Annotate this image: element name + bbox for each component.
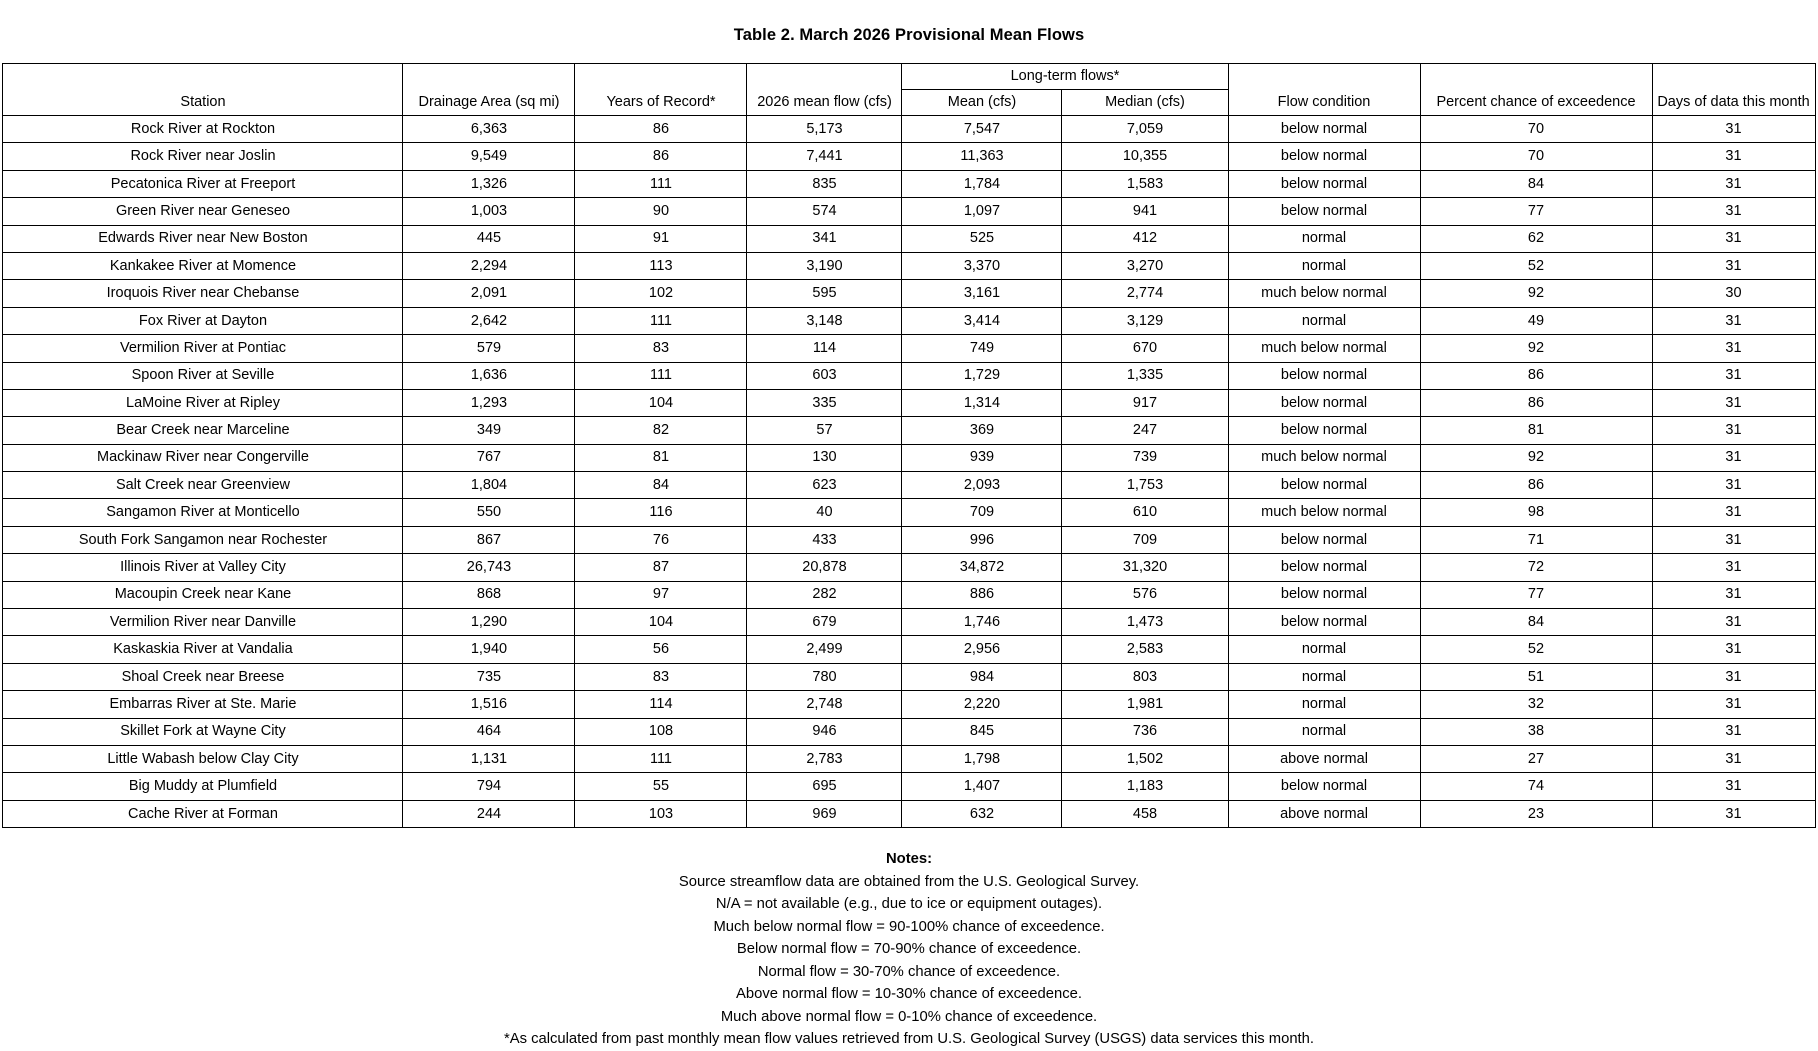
cell-years-of-record: 55: [575, 773, 747, 800]
cell-long-term-mean: 7,547: [902, 116, 1062, 143]
cell-2026-mean-flow: 335: [747, 389, 902, 416]
cell-days-of-data: 30: [1652, 280, 1815, 307]
cell-2026-mean-flow: 3,190: [747, 252, 902, 279]
cell-long-term-mean: 1,097: [902, 198, 1062, 225]
table-row: [3, 800, 1815, 827]
cell-days-of-data: 31: [1652, 198, 1815, 225]
cell-years-of-record: 102: [575, 280, 747, 307]
cell-percent-chance-exceedence: 23: [1420, 800, 1652, 827]
column-header-flow-condition: Flow condition: [1228, 90, 1420, 116]
cell-percent-chance-exceedence: 77: [1420, 581, 1652, 608]
notes-line: Source streamflow data are obtained from the U.S. Geological Survey.: [678, 873, 1140, 890]
notes-lines: [0, 871, 1818, 1051]
cell-long-term-median: 941: [1062, 198, 1228, 225]
cell-2026-mean-flow: 282: [747, 581, 902, 608]
cell-station: Skillet Fork at Wayne City: [3, 718, 403, 745]
cell-flow-condition: below normal: [1228, 554, 1420, 581]
cell-2026-mean-flow: 835: [747, 170, 902, 197]
cell-2026-mean-flow: 2,499: [747, 636, 902, 663]
cell-years-of-record: 84: [575, 472, 747, 499]
table-row: [3, 691, 1815, 718]
cell-long-term-mean: 1,746: [902, 609, 1062, 636]
column-header-years-of-record: Years of Record*: [575, 90, 747, 116]
cell-station: Vermilion River at Pontiac: [3, 335, 403, 362]
header-spacer-years-of-record: [575, 64, 747, 90]
table-row: [3, 444, 1815, 471]
cell-long-term-median: 1,981: [1062, 691, 1228, 718]
cell-flow-condition: above normal: [1228, 800, 1420, 827]
cell-percent-chance-exceedence: 86: [1420, 362, 1652, 389]
cell-percent-chance-exceedence: 98: [1420, 499, 1652, 526]
cell-long-term-median: 2,774: [1062, 280, 1228, 307]
cell-percent-chance-exceedence: 74: [1420, 773, 1652, 800]
cell-flow-condition: below normal: [1228, 773, 1420, 800]
cell-drainage-area: 26,743: [403, 554, 575, 581]
cell-2026-mean-flow: 2,748: [747, 691, 902, 718]
table-row: [3, 581, 1815, 608]
table-row: [3, 499, 1815, 526]
cell-years-of-record: 97: [575, 581, 747, 608]
cell-days-of-data: 31: [1652, 609, 1815, 636]
cell-long-term-mean: 11,363: [902, 143, 1062, 170]
cell-drainage-area: 735: [403, 663, 575, 690]
cell-drainage-area: 579: [403, 335, 575, 362]
table-column-header-row: [3, 90, 1815, 116]
cell-drainage-area: 2,091: [403, 280, 575, 307]
cell-long-term-mean: 886: [902, 581, 1062, 608]
cell-years-of-record: 111: [575, 745, 747, 772]
table-row: [3, 663, 1815, 690]
cell-days-of-data: 31: [1652, 663, 1815, 690]
cell-long-term-median: 1,335: [1062, 362, 1228, 389]
table-row: [3, 143, 1815, 170]
cell-days-of-data: 31: [1652, 472, 1815, 499]
cell-drainage-area: 767: [403, 444, 575, 471]
cell-days-of-data: 31: [1652, 116, 1815, 143]
cell-years-of-record: 87: [575, 554, 747, 581]
cell-station: South Fork Sangamon near Rochester: [3, 526, 403, 553]
cell-long-term-mean: 3,161: [902, 280, 1062, 307]
cell-station: Fox River at Dayton: [3, 307, 403, 334]
cell-2026-mean-flow: 40: [747, 499, 902, 526]
cell-drainage-area: 1,293: [403, 389, 575, 416]
cell-2026-mean-flow: 679: [747, 609, 902, 636]
cell-station: Cache River at Forman: [3, 800, 403, 827]
table-row: [3, 773, 1815, 800]
cell-drainage-area: 464: [403, 718, 575, 745]
table-row: [3, 307, 1815, 334]
cell-station: Bear Creek near Marceline: [3, 417, 403, 444]
cell-flow-condition: below normal: [1228, 526, 1420, 553]
cell-long-term-median: 1,183: [1062, 773, 1228, 800]
cell-2026-mean-flow: 780: [747, 663, 902, 690]
cell-station: Iroquois River near Chebanse: [3, 280, 403, 307]
cell-station: Vermilion River near Danville: [3, 609, 403, 636]
header-spacer-station: [3, 64, 403, 90]
cell-percent-chance-exceedence: 86: [1420, 389, 1652, 416]
cell-years-of-record: 82: [575, 417, 747, 444]
cell-percent-chance-exceedence: 71: [1420, 526, 1652, 553]
cell-station: Pecatonica River at Freeport: [3, 170, 403, 197]
cell-station: Salt Creek near Greenview: [3, 472, 403, 499]
cell-long-term-median: 31,320: [1062, 554, 1228, 581]
cell-years-of-record: 104: [575, 389, 747, 416]
cell-2026-mean-flow: 114: [747, 335, 902, 362]
cell-long-term-mean: 1,798: [902, 745, 1062, 772]
cell-flow-condition: normal: [1228, 691, 1420, 718]
table-row: [3, 225, 1815, 252]
cell-days-of-data: 31: [1652, 417, 1815, 444]
notes-line: Above normal flow = 10-30% chance of exceedence.: [736, 986, 1082, 1003]
cell-2026-mean-flow: 595: [747, 280, 902, 307]
notes-line: Normal flow = 30-70% chance of exceedence.: [757, 963, 1061, 980]
cell-long-term-mean: 984: [902, 663, 1062, 690]
cell-years-of-record: 116: [575, 499, 747, 526]
cell-drainage-area: 1,940: [403, 636, 575, 663]
cell-long-term-mean: 3,370: [902, 252, 1062, 279]
cell-station: LaMoine River at Ripley: [3, 389, 403, 416]
cell-years-of-record: 86: [575, 143, 747, 170]
header-spacer-flow-condition: [1228, 64, 1420, 90]
cell-long-term-mean: 2,220: [902, 691, 1062, 718]
cell-days-of-data: 31: [1652, 225, 1815, 252]
cell-2026-mean-flow: 2,783: [747, 745, 902, 772]
cell-years-of-record: 81: [575, 444, 747, 471]
cell-drainage-area: 868: [403, 581, 575, 608]
cell-drainage-area: 1,804: [403, 472, 575, 499]
cell-long-term-median: 10,355: [1062, 143, 1228, 170]
table-row: [3, 280, 1815, 307]
cell-long-term-median: 736: [1062, 718, 1228, 745]
column-header-2026-mean-flow: 2026 mean flow (cfs): [747, 90, 902, 116]
cell-years-of-record: 90: [575, 198, 747, 225]
cell-percent-chance-exceedence: 62: [1420, 225, 1652, 252]
cell-long-term-median: 1,502: [1062, 745, 1228, 772]
cell-station: Edwards River near New Boston: [3, 225, 403, 252]
table-header: [3, 64, 1815, 116]
cell-drainage-area: 1,290: [403, 609, 575, 636]
cell-percent-chance-exceedence: 92: [1420, 280, 1652, 307]
cell-2026-mean-flow: 130: [747, 444, 902, 471]
table-row: [3, 526, 1815, 553]
cell-long-term-mean: 996: [902, 526, 1062, 553]
cell-station: Macoupin Creek near Kane: [3, 581, 403, 608]
column-header-drainage-area: Drainage Area (sq mi): [403, 90, 575, 116]
table-row: [3, 116, 1815, 143]
cell-long-term-median: 412: [1062, 225, 1228, 252]
cell-long-term-mean: 939: [902, 444, 1062, 471]
cell-long-term-mean: 525: [902, 225, 1062, 252]
cell-long-term-mean: 632: [902, 800, 1062, 827]
cell-2026-mean-flow: 7,441: [747, 143, 902, 170]
cell-flow-condition: normal: [1228, 225, 1420, 252]
cell-station: Kankakee River at Momence: [3, 252, 403, 279]
notes-line: *As calculated from past monthly mean flow values retrieved from U.S. Geological Survey (USGS) data services this month.: [503, 1031, 1315, 1048]
cell-long-term-median: 670: [1062, 335, 1228, 362]
table-row: [3, 198, 1815, 225]
cell-days-of-data: 31: [1652, 143, 1815, 170]
cell-flow-condition: below normal: [1228, 116, 1420, 143]
cell-days-of-data: 31: [1652, 444, 1815, 471]
cell-days-of-data: 31: [1652, 554, 1815, 581]
cell-days-of-data: 31: [1652, 800, 1815, 827]
cell-drainage-area: 445: [403, 225, 575, 252]
table-row: [3, 718, 1815, 745]
cell-drainage-area: 349: [403, 417, 575, 444]
cell-flow-condition: below normal: [1228, 198, 1420, 225]
cell-flow-condition: normal: [1228, 307, 1420, 334]
cell-days-of-data: 31: [1652, 691, 1815, 718]
cell-long-term-mean: 1,784: [902, 170, 1062, 197]
cell-station: Illinois River at Valley City: [3, 554, 403, 581]
cell-days-of-data: 31: [1652, 307, 1815, 334]
cell-drainage-area: 244: [403, 800, 575, 827]
table-row: [3, 745, 1815, 772]
notes-line: Below normal flow = 70-90% chance of exceedence.: [736, 941, 1082, 958]
cell-days-of-data: 31: [1652, 499, 1815, 526]
table-row: [3, 335, 1815, 362]
cell-drainage-area: 2,294: [403, 252, 575, 279]
table-row: [3, 252, 1815, 279]
table-row: [3, 472, 1815, 499]
column-header-percent-chance-exceedence: Percent chance of exceedence: [1420, 90, 1652, 116]
cell-long-term-median: 610: [1062, 499, 1228, 526]
cell-percent-chance-exceedence: 52: [1420, 636, 1652, 663]
cell-days-of-data: 31: [1652, 335, 1815, 362]
notes-section: [0, 848, 1818, 1050]
cell-drainage-area: 794: [403, 773, 575, 800]
cell-days-of-data: 31: [1652, 389, 1815, 416]
cell-long-term-median: 3,129: [1062, 307, 1228, 334]
cell-percent-chance-exceedence: 77: [1420, 198, 1652, 225]
notes-line: Much above normal flow = 0-10% chance of exceedence.: [720, 1008, 1098, 1025]
cell-long-term-mean: 1,407: [902, 773, 1062, 800]
cell-percent-chance-exceedence: 27: [1420, 745, 1652, 772]
cell-years-of-record: 114: [575, 691, 747, 718]
cell-flow-condition: below normal: [1228, 170, 1420, 197]
table-row: [3, 636, 1815, 663]
cell-long-term-median: 7,059: [1062, 116, 1228, 143]
cell-station: Shoal Creek near Breese: [3, 663, 403, 690]
header-spacer-percent-chance: [1420, 64, 1652, 90]
cell-flow-condition: normal: [1228, 718, 1420, 745]
cell-percent-chance-exceedence: 81: [1420, 417, 1652, 444]
cell-years-of-record: 111: [575, 170, 747, 197]
column-header-station: Station: [3, 90, 403, 116]
cell-flow-condition: normal: [1228, 636, 1420, 663]
cell-percent-chance-exceedence: 32: [1420, 691, 1652, 718]
cell-long-term-mean: 2,956: [902, 636, 1062, 663]
table-row: [3, 609, 1815, 636]
cell-flow-condition: much below normal: [1228, 499, 1420, 526]
cell-percent-chance-exceedence: 86: [1420, 472, 1652, 499]
cell-percent-chance-exceedence: 49: [1420, 307, 1652, 334]
cell-2026-mean-flow: 433: [747, 526, 902, 553]
cell-drainage-area: 9,549: [403, 143, 575, 170]
cell-long-term-mean: 845: [902, 718, 1062, 745]
cell-percent-chance-exceedence: 84: [1420, 170, 1652, 197]
cell-percent-chance-exceedence: 70: [1420, 143, 1652, 170]
cell-long-term-median: 3,270: [1062, 252, 1228, 279]
cell-station: Big Muddy at Plumfield: [3, 773, 403, 800]
cell-days-of-data: 31: [1652, 526, 1815, 553]
cell-long-term-median: 576: [1062, 581, 1228, 608]
cell-drainage-area: 2,642: [403, 307, 575, 334]
cell-percent-chance-exceedence: 52: [1420, 252, 1652, 279]
cell-flow-condition: below normal: [1228, 581, 1420, 608]
cell-long-term-median: 1,473: [1062, 609, 1228, 636]
cell-drainage-area: 1,003: [403, 198, 575, 225]
cell-days-of-data: 31: [1652, 252, 1815, 279]
cell-long-term-median: 709: [1062, 526, 1228, 553]
cell-years-of-record: 86: [575, 116, 747, 143]
cell-2026-mean-flow: 969: [747, 800, 902, 827]
provisional-mean-flows-table: [2, 63, 1815, 828]
cell-percent-chance-exceedence: 38: [1420, 718, 1652, 745]
cell-days-of-data: 31: [1652, 773, 1815, 800]
table-row: [3, 554, 1815, 581]
cell-drainage-area: 6,363: [403, 116, 575, 143]
page-title: Table 2. March 2026 Provisional Mean Flows: [733, 26, 1085, 44]
cell-long-term-median: 739: [1062, 444, 1228, 471]
cell-long-term-mean: 1,314: [902, 389, 1062, 416]
cell-years-of-record: 91: [575, 225, 747, 252]
cell-long-term-mean: 749: [902, 335, 1062, 362]
header-spacer-drainage-area: [403, 64, 575, 90]
cell-station: Sangamon River at Monticello: [3, 499, 403, 526]
cell-long-term-median: 247: [1062, 417, 1228, 444]
cell-percent-chance-exceedence: 84: [1420, 609, 1652, 636]
notes-heading: Notes:: [885, 851, 933, 868]
cell-days-of-data: 31: [1652, 636, 1815, 663]
cell-station: Green River near Geneseo: [3, 198, 403, 225]
cell-long-term-median: 1,753: [1062, 472, 1228, 499]
table-row: [3, 170, 1815, 197]
cell-long-term-mean: 2,093: [902, 472, 1062, 499]
cell-percent-chance-exceedence: 51: [1420, 663, 1652, 690]
cell-station: Embarras River at Ste. Marie: [3, 691, 403, 718]
cell-flow-condition: normal: [1228, 663, 1420, 690]
cell-years-of-record: 56: [575, 636, 747, 663]
cell-flow-condition: below normal: [1228, 362, 1420, 389]
header-long-term-flows: Long-term flows*: [902, 64, 1228, 90]
cell-days-of-data: 31: [1652, 581, 1815, 608]
cell-long-term-mean: 3,414: [902, 307, 1062, 334]
cell-flow-condition: below normal: [1228, 417, 1420, 444]
cell-long-term-median: 1,583: [1062, 170, 1228, 197]
cell-days-of-data: 31: [1652, 718, 1815, 745]
cell-drainage-area: 867: [403, 526, 575, 553]
cell-flow-condition: much below normal: [1228, 335, 1420, 362]
cell-station: Mackinaw River near Congerville: [3, 444, 403, 471]
header-spacer-days-of-data: [1652, 64, 1815, 90]
cell-station: Rock River at Rockton: [3, 116, 403, 143]
cell-percent-chance-exceedence: 92: [1420, 335, 1652, 362]
cell-drainage-area: 550: [403, 499, 575, 526]
cell-percent-chance-exceedence: 70: [1420, 116, 1652, 143]
cell-2026-mean-flow: 20,878: [747, 554, 902, 581]
cell-long-term-mean: 709: [902, 499, 1062, 526]
cell-flow-condition: above normal: [1228, 745, 1420, 772]
cell-2026-mean-flow: 603: [747, 362, 902, 389]
cell-flow-condition: much below normal: [1228, 280, 1420, 307]
cell-long-term-mean: 34,872: [902, 554, 1062, 581]
cell-flow-condition: below normal: [1228, 609, 1420, 636]
cell-long-term-mean: 369: [902, 417, 1062, 444]
cell-2026-mean-flow: 623: [747, 472, 902, 499]
cell-percent-chance-exceedence: 72: [1420, 554, 1652, 581]
table-row: [3, 389, 1815, 416]
cell-2026-mean-flow: 574: [747, 198, 902, 225]
notes-line: Much below normal flow = 90-100% chance of exceedence.: [713, 918, 1105, 935]
cell-2026-mean-flow: 5,173: [747, 116, 902, 143]
cell-flow-condition: below normal: [1228, 472, 1420, 499]
cell-years-of-record: 111: [575, 362, 747, 389]
cell-2026-mean-flow: 695: [747, 773, 902, 800]
cell-drainage-area: 1,636: [403, 362, 575, 389]
cell-long-term-median: 917: [1062, 389, 1228, 416]
cell-days-of-data: 31: [1652, 170, 1815, 197]
column-header-long-term-mean: Mean (cfs): [902, 90, 1062, 116]
table-row: [3, 417, 1815, 444]
cell-flow-condition: normal: [1228, 252, 1420, 279]
cell-years-of-record: 83: [575, 663, 747, 690]
notes-line: N/A = not available (e.g., due to ice or equipment outages).: [715, 896, 1103, 913]
cell-years-of-record: 103: [575, 800, 747, 827]
cell-days-of-data: 31: [1652, 745, 1815, 772]
cell-years-of-record: 113: [575, 252, 747, 279]
cell-drainage-area: 1,131: [403, 745, 575, 772]
table-row: [3, 362, 1815, 389]
cell-station: Kaskaskia River at Vandalia: [3, 636, 403, 663]
column-header-long-term-median: Median (cfs): [1062, 90, 1228, 116]
cell-long-term-median: 458: [1062, 800, 1228, 827]
cell-days-of-data: 31: [1652, 362, 1815, 389]
cell-2026-mean-flow: 946: [747, 718, 902, 745]
cell-years-of-record: 111: [575, 307, 747, 334]
cell-long-term-median: 803: [1062, 663, 1228, 690]
cell-flow-condition: below normal: [1228, 389, 1420, 416]
cell-years-of-record: 83: [575, 335, 747, 362]
cell-station: Spoon River at Seville: [3, 362, 403, 389]
cell-drainage-area: 1,516: [403, 691, 575, 718]
cell-drainage-area: 1,326: [403, 170, 575, 197]
cell-flow-condition: below normal: [1228, 143, 1420, 170]
column-header-days-of-data: Days of data this month: [1652, 90, 1815, 116]
cell-flow-condition: much below normal: [1228, 444, 1420, 471]
header-spacer-2026-mean-flow: [747, 64, 902, 90]
cell-station: Little Wabash below Clay City: [3, 745, 403, 772]
cell-percent-chance-exceedence: 92: [1420, 444, 1652, 471]
cell-long-term-mean: 1,729: [902, 362, 1062, 389]
table-body: [3, 116, 1815, 828]
table-group-header-row: [3, 64, 1815, 90]
cell-2026-mean-flow: 341: [747, 225, 902, 252]
cell-2026-mean-flow: 57: [747, 417, 902, 444]
cell-years-of-record: 76: [575, 526, 747, 553]
cell-years-of-record: 104: [575, 609, 747, 636]
cell-years-of-record: 108: [575, 718, 747, 745]
cell-2026-mean-flow: 3,148: [747, 307, 902, 334]
cell-station: Rock River near Joslin: [3, 143, 403, 170]
cell-long-term-median: 2,583: [1062, 636, 1228, 663]
